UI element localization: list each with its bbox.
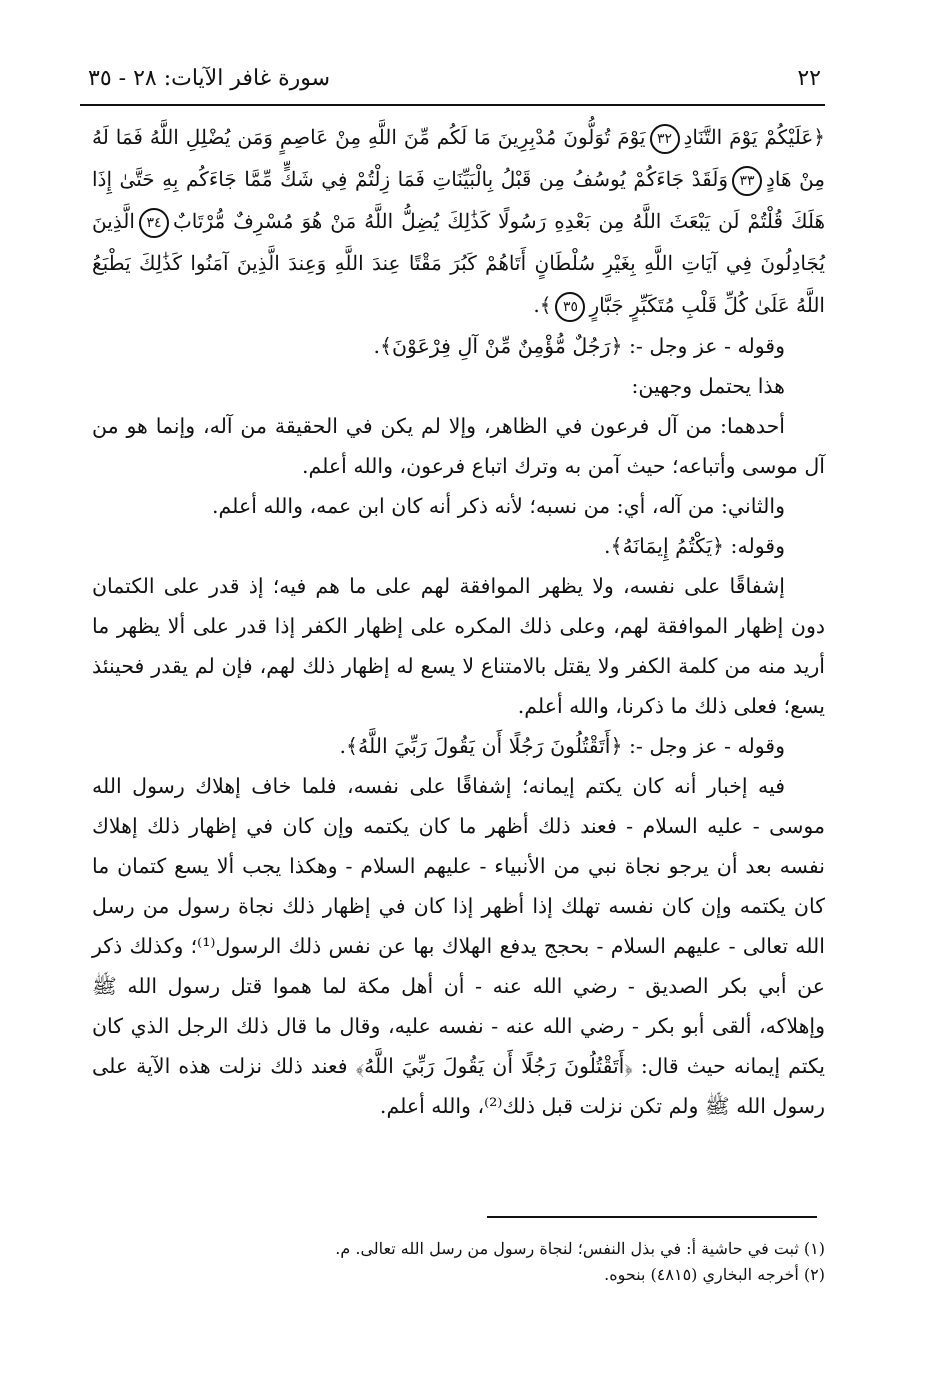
footnote-separator-line (487, 1216, 817, 1218)
ayah-number-marker: ٣٤ (139, 208, 169, 238)
ayah-number-marker: ٣٣ (732, 166, 762, 196)
page-number: ٢٢ (797, 65, 821, 91)
main-text (92, 116, 825, 1126)
paragraph: وقوله - عز وجل -: ﴿أَتَقْتُلُونَ رَجُلًا أَن يَقُولَ رَبِّيَ اللَّهُ﴾. (339, 734, 785, 758)
footnotes (92, 1236, 825, 1288)
verse-text: عَلَيْكُمْ يَوْمَ التَّنَادِ (683, 125, 814, 149)
paragraph: هذا يحتمل وجهين: (631, 374, 785, 398)
footnote: (١) ثبت في حاشية أ: في بذل النفس؛ لنجاة رسول من رسل الله تعالى. م. (335, 1239, 825, 1258)
ayah-number-marker: ٣٥ (555, 292, 585, 322)
verse-close: ﴾. (533, 293, 552, 317)
quran-verses: ﴿عَلَيْكُمْ يَوْمَ التَّنَادِ٣٢يَوْمَ تُوَلُّونَ مُدْبِرِينَ مَا لَكُم مِّنَ اللَّهِ مِنْ عَاصِمٍ وَمَن يُضْلِلِ اللَّهُ فَمَا لَهُ مِنْ هَادٍ٣٣وَلَقَدْ جَاءَكُمْ يُوسُفُ مِن قَبْلُ بِالْبَيِّنَاتِ فَمَا زِلْتُمْ فِي شَكٍّ مِّمَّا جَاءَكُم بِهِ حَتَّىٰ إِذَا هَلَكَ قُلْتُمْ لَن يَبْعَثَ اللَّهُ مِن بَعْدِهِ رَسُولًا كَذَٰلِكَ يُضِلُّ اللَّهُ مَنْ هُوَ مُسْرِفٌ مُّرْتَابٌ٣٤الَّذِينَ يُجَادِلُونَ فِي آيَاتِ اللَّهِ بِغَيْرِ سُلْطَانٍ أَتَاهُمْ كَبُرَ مَقْتًا عِندَ اللَّهِ وَعِندَ الَّذِينَ آمَنُوا كَذَٰلِكَ يَطْبَعُ اللَّهُ عَلَىٰ كُلِّ قَلْبِ مُتَكَبِّرٍ جَبَّارٍ٣٥﴾. (92, 116, 825, 326)
footnote: (٢) أخرجه البخاري (٤٨١٥) بنحوه. (604, 1265, 825, 1284)
footnote-separator (0, 1216, 935, 1217)
running-title: سورة غافر الآيات: ٢٨ - ٣٥ (88, 65, 331, 91)
verse-text: يَوْمَ تُوَلُّونَ مُدْبِرِينَ مَا لَكُم مِّنَ اللَّهِ مِنْ عَاصِمٍ وَمَن يُضْلِلِ اللَّهُ فَمَا لَهُ مِنْ هَادٍ (92, 125, 826, 191)
ayah-number-marker: ٣٢ (650, 124, 680, 154)
paragraph: فيه إخبار أنه كان يكتم إيمانه؛ إشفاقًا على نفسه، فلما خاف إهلاك رسول الله موسى - عليه السلام - فعند ذلك أظهر ما كان يكتمه وإن كان في إظهار ذلك إهلاك نفسه بعد أن يرجو نجاة نبي من الأنبياء - عليهم السلام - وهكذا يجب ألا يسع كتمان ما كان يكتمه وإن كان نفسه تهلك إذا أظهر إذا كان في إظهار ذلك نجاة رسول من رسل الله تعالى - عليهم السلام - بحجج يدفع الهلاك بها عن نفس ذلك الرسول⁽¹⁾؛ وكذلك ذكر عن أبي بكر الصديق - رضي الله عنه - أن أهل مكة لما هموا قتل رسول الله ﷺ وإهلاكه، ألقى أبو بكر - رضي الله عنه - نفسه عليه، وقال ما قال ذلك الرجل الذي كان يكتم إيمانه حيث قال: ﴿أَتَقْتُلُونَ رَجُلًا أَن يَقُولَ رَبِّيَ اللَّهُ﴾ فعند ذلك نزلت هذه الآية على رسول الله ﷺ ولم تكن نزلت قبل ذلك⁽²⁾، والله أعلم. (92, 774, 826, 1118)
page-header (88, 60, 821, 96)
paragraph: وقوله: ﴿يَكْتُمُ إِيمَانَهُ﴾. (603, 534, 785, 558)
verse-text: الَّذِينَ يُجَادِلُونَ فِي آيَاتِ اللَّهِ بِغَيْرِ سُلْطَانٍ أَتَاهُمْ كَبُرَ مَقْتًا عِندَ اللَّهِ وَعِندَ الَّذِينَ آمَنُوا كَذَٰلِكَ يَطْبَعُ اللَّهُ عَلَىٰ كُلِّ قَلْبِ مُتَكَبِّرٍ جَبَّارٍ (92, 209, 825, 317)
paragraph: والثاني: من آله، أي: من نسبه؛ لأنه ذكر أنه كان ابن عمه، والله أعلم. (212, 494, 785, 518)
paragraph: إشفاقًا على نفسه، ولا يظهر الموافقة لهم على ما هم فيه؛ إذ قدر على الكتمان دون إظهار الموافقة لهم، وعلى ذلك المكره على إظهار الكفر إذا قدر على ألا يظهر ما أريد منه من كلمة الكفر ولا يقتل بالامتناع لا يسع له إظهار ذلك لهم، فإن لم يقدر فحينئذ يسع؛ فعلى ذلك ما ذكرنا، والله أعلم. (92, 574, 825, 718)
verse-text: وَلَقَدْ جَاءَكُمْ يُوسُفُ مِن قَبْلُ بِالْبَيِّنَاتِ فَمَا زِلْتُمْ فِي شَكٍّ مِّمَّا جَاءَكُم بِهِ حَتَّىٰ إِذَا هَلَكَ قُلْتُمْ لَن يَبْعَثَ اللَّهُ مِن بَعْدِهِ رَسُولًا كَذَٰلِكَ يُضِلُّ اللَّهُ مَنْ هُوَ مُسْرِفٌ مُّرْتَابٌ (92, 167, 825, 233)
paragraph: وقوله - عز وجل -: ﴿رَجُلٌ مُّؤْمِنٌ مِّنْ آلِ فِرْعَوْنَ﴾. (373, 334, 785, 358)
header-rule (80, 104, 825, 106)
paragraph: أحدهما: من آل فرعون في الظاهر، وإلا لم يكن في الحقيقة من آله، وإنما هو من آل موسى وأتباعه؛ حيث آمن به وترك اتباع فرعون، والله أعلم. (92, 414, 825, 478)
